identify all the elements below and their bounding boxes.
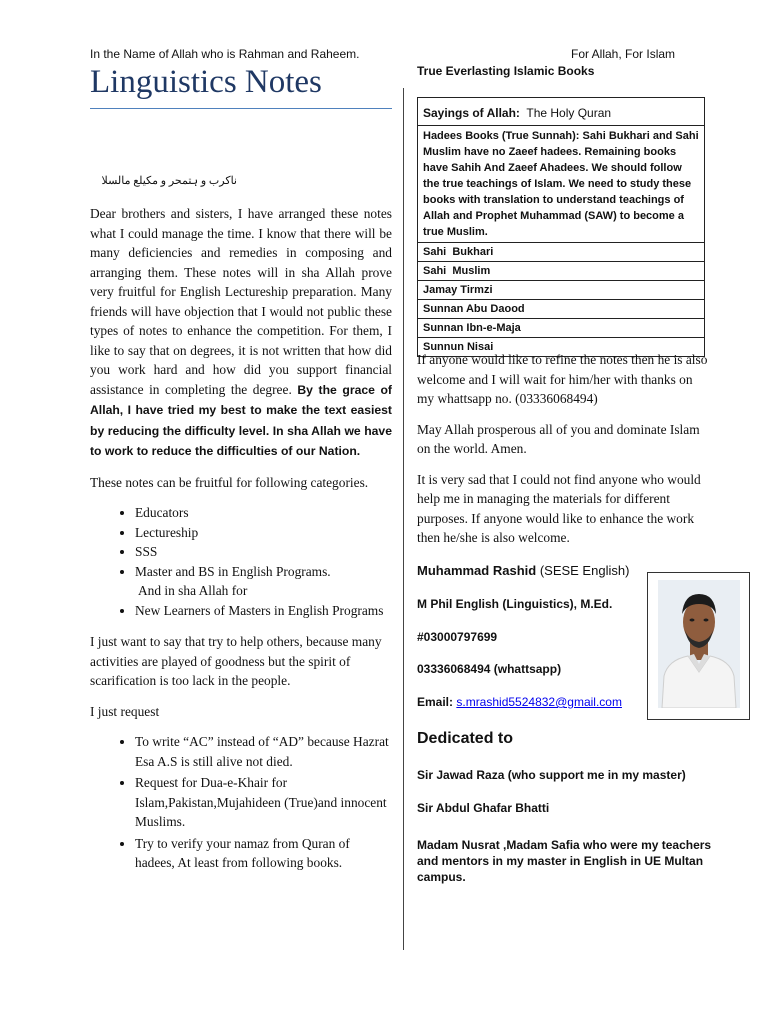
books-heading: True Everlasting Islamic Books — [417, 64, 595, 78]
sad-paragraph: It is very sad that I could not find anyone who would help me in managing the materials for different purposes. If anyone would like to enhance the work then he/she is also welcome. — [417, 471, 701, 545]
requests-list — [90, 732, 392, 873]
email-link[interactable]: s.mrashid5524832@gmail.com — [456, 695, 622, 709]
right-column — [417, 350, 709, 559]
intro-bold-text: By the grace of Allah, I have tried my best to make the text easiest by reducing the difficulty level. In sha Allah we have to work to reduce the difficulties of our Nation. — [90, 382, 392, 458]
books-table — [417, 97, 705, 357]
table-row — [418, 262, 705, 281]
dedication-line: Madam Nusrat ,Madam Safia who were my teachers and mentors in my master in English in UE Multan campus. — [417, 838, 712, 884]
header-right-text: For Allah, For Islam — [571, 47, 676, 61]
sayings-cell — [418, 98, 705, 126]
refine-paragraph: If anyone would like to refine the notes then he is also welcome and I will wait for him/her with thanks on my whattsapp no. (03336068494) — [417, 352, 708, 406]
table-row — [418, 98, 705, 126]
book-cell: Sahi Muslim — [418, 262, 705, 281]
dedication-line: Sir Abdul Ghafar Bhatti — [417, 801, 550, 815]
author-name-line — [417, 563, 629, 578]
author-name: Muhammad Rashid — [417, 563, 537, 578]
list-item: • New Learners of Masters in English Programs — [135, 601, 392, 621]
page-title: Linguistics Notes — [90, 64, 322, 100]
list-item: • Lectureship — [135, 523, 392, 543]
prosper-paragraph: May Allah prosperous all of you and dominate Islam on the world. Amen. — [417, 421, 700, 456]
list-item: • To write “AC” instead of “AD” because Hazrat Esa A.S is still alive not died. — [135, 732, 392, 771]
email-label: Email: — [417, 695, 454, 709]
book-cell: Sunnan Abu Daood — [418, 300, 705, 319]
book-cell: Sahi Bukhari — [418, 243, 705, 262]
list-item: • Try to verify your namaz from Quran of hadees, At least from following books. — [135, 834, 392, 873]
left-column — [90, 204, 392, 885]
intro-paragraph — [90, 204, 392, 462]
book-cell: Sunnan Ibn-e-Maja — [418, 319, 705, 338]
email-line — [417, 695, 622, 709]
sayings-value: The Holy Quran — [526, 106, 612, 120]
fruitful-intro: These notes can be fruitful for following categories. — [90, 474, 369, 490]
hadees-cell: Hadees Books (True Sunnah): Sahi Bukhari and Sahi Muslim have no Zaeef hadees. Remaining books have Sahih And Zaeef Ahadees. We should follow the true teachings of Islam. We need to study these books with translation to understand teachings of Allah and Prophet Muhammad (SAW) to become a true Muslim. — [418, 126, 705, 243]
intro-text: Dear brothers and sisters, I have arranged these notes what I could manage the time. I know that there will be many deficiencies and remedies in composing and arranging them. These notes will in sha Allah prove very fruitful for English Lectureship preparation. Many friends will have objection that I would not public these types of notes to enhance the competition. For them, I like to say that on degrees, it is not written that how did you work hard and how did you support financial assistance in completing the degree. — [90, 206, 392, 397]
title-underline — [90, 108, 392, 109]
list-item — [135, 562, 392, 601]
header-left-text: In the Name of Allah who is Rahman and Raheem. — [90, 47, 360, 61]
author-photo — [658, 580, 740, 708]
list-item-text: Master and BS in English Programs. — [135, 563, 331, 579]
table-row — [418, 300, 705, 319]
column-divider — [403, 88, 404, 950]
list-item: • Educators — [135, 503, 392, 523]
request-intro: I just request — [90, 703, 160, 719]
author-photo-frame — [647, 572, 750, 720]
categories-list — [90, 503, 392, 620]
book-cell: Sunnun Nisai — [418, 338, 705, 357]
urdu-greeting: ناکرب و ہتمحر و مکیلع مالسلا — [101, 175, 237, 187]
table-row — [418, 319, 705, 338]
table-row — [418, 281, 705, 300]
phone-primary: #03000797699 — [417, 630, 498, 644]
table-row — [418, 126, 705, 243]
book-cell: Jamay Tirmzi — [418, 281, 705, 300]
sayings-label: Sayings of Allah: — [423, 106, 520, 120]
list-item: • SSS — [135, 542, 392, 562]
list-item: • Request for Dua-e-Khair for Islam,Pakistan,Mujahideen (True)and innocent Muslims. — [135, 773, 392, 832]
help-paragraph: I just want to say that try to help others, because many activities are played of goodness but the spirit of scarification is too lack in the people. — [90, 634, 382, 688]
author-title: (SESE English) — [539, 563, 630, 578]
dedication-line: Sir Jawad Raza (who support me in my master) — [417, 768, 686, 782]
degree-line: M Phil English (Linguistics), M.Ed. — [417, 597, 613, 611]
author-photo-icon — [658, 580, 740, 708]
dedicated-heading: Dedicated to — [417, 730, 514, 747]
category-note: And in sha Allah for — [138, 583, 248, 598]
phone-whatsapp: 03336068494 (whattsapp) — [417, 662, 562, 676]
table-row — [418, 243, 705, 262]
